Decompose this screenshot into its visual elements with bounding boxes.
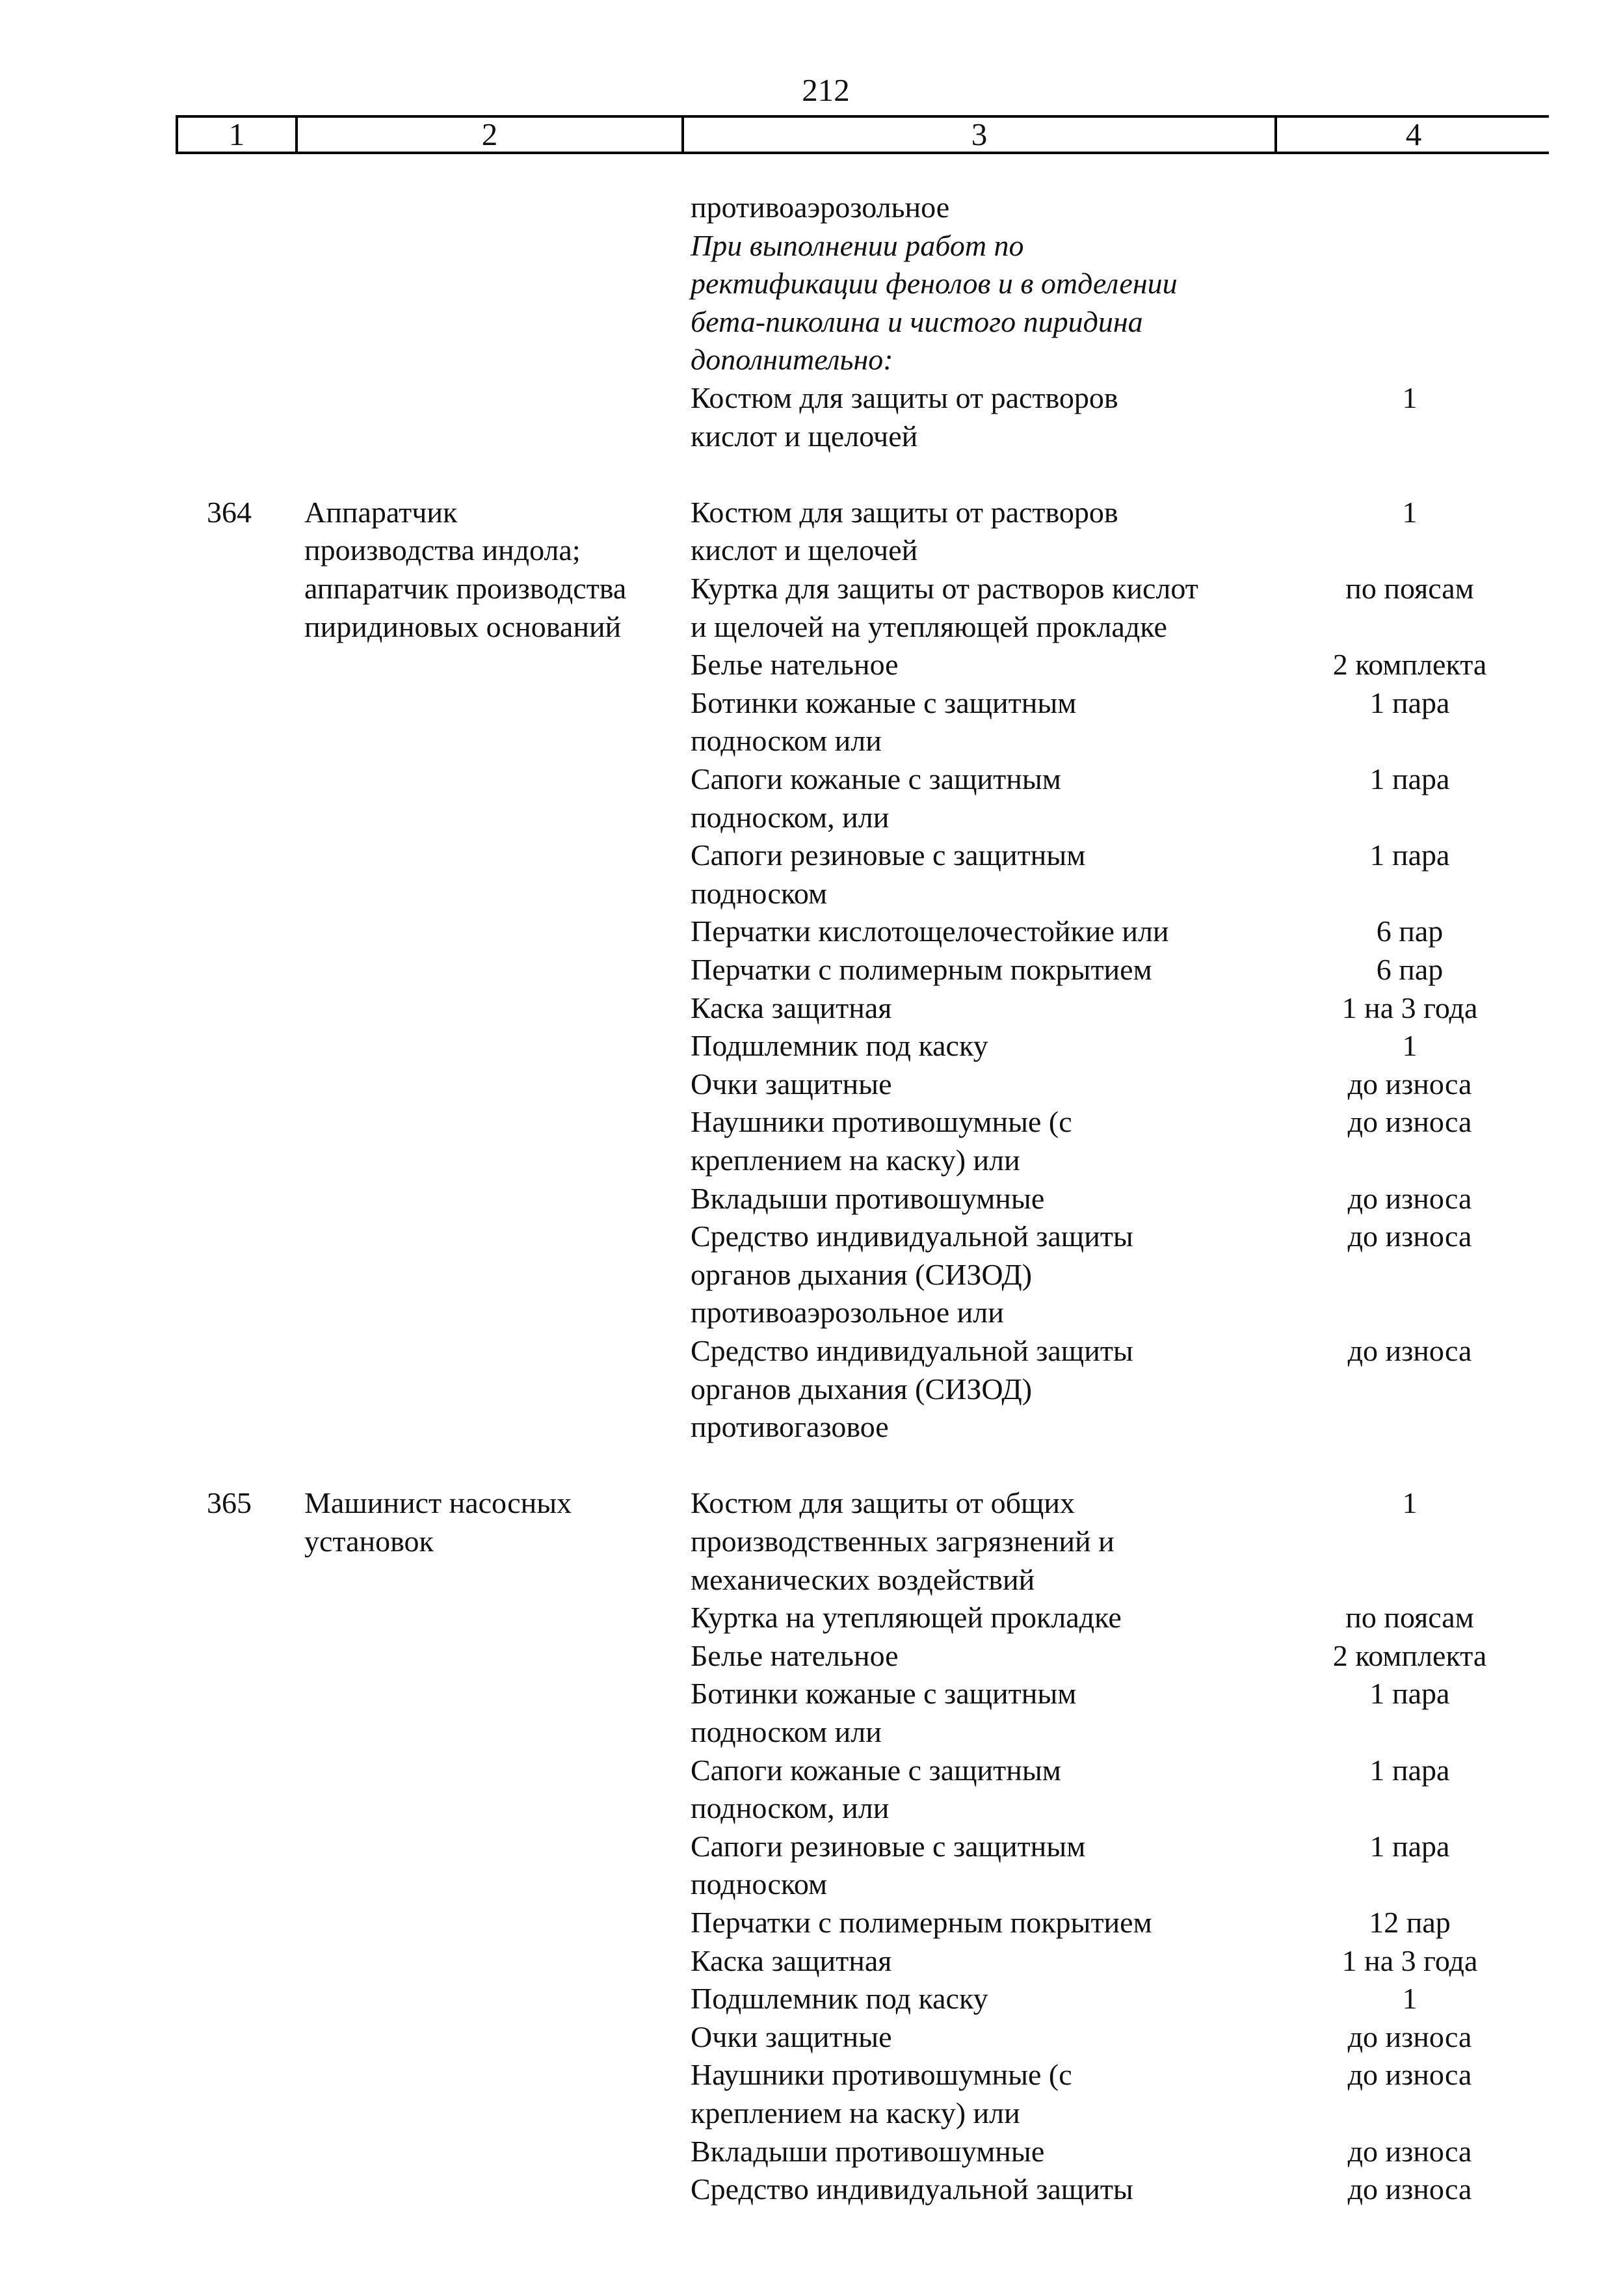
item-name-line: креплением на каску) или [691,1143,1020,1177]
item-name-line: подноском [691,1867,828,1901]
column-header-1: 1 [228,116,245,152]
item-name-line: Подшлемник под каску [691,1029,988,1063]
item-name-line: Ботинки кожаные с защитным [691,1677,1077,1711]
item-quantity: до износа [1347,2058,1472,2092]
item-name-line: Очки защитные [691,2020,892,2053]
item-quantity: до износа [1347,1181,1472,1215]
item-quantity: до износа [1347,2134,1472,2168]
column-header-2: 2 [481,116,498,152]
item-quantity: до износа [1347,2172,1472,2206]
item-name-line: Костюм для защиты от растворов [691,381,1118,414]
item-name-line: Каска защитная [691,991,892,1024]
item-name-line: противоаэрозольное [691,191,950,224]
entry-number: 364 [207,495,252,529]
item-quantity: 1 [1402,1486,1418,1520]
item-name-line: подноском, или [691,1791,890,1825]
item-name-line: Сапоги резиновые с защитным [691,838,1086,872]
page-number: 212 [802,72,850,108]
item-quantity: 2 комплекта [1332,648,1487,682]
item-quantity: 1 пара [1369,1753,1450,1787]
item-quantity: до износа [1347,1067,1472,1101]
item-quantity: 1 пара [1369,1829,1450,1863]
item-quantity: до износа [1347,1334,1472,1367]
item-name-line: и щелочей на утепляющей прокладке [691,609,1167,643]
item-name-line: Куртка на утепляющей прокладке [691,1601,1122,1635]
item-name-line: Наушники противошумные (с [691,2058,1072,2092]
profession-name-line: Машинист насосных [304,1486,572,1520]
item-name-line: Каска защитная [691,1943,892,1977]
item-name-line: Средство индивидуальной защиты [691,2172,1133,2206]
item-name-line: Подшлемник под каску [691,1982,988,2016]
item-name-line: органов дыхания (СИЗОД) [691,1257,1033,1291]
item-quantity: 1 [1402,381,1418,414]
item-quantity: 1 на 3 года [1341,991,1478,1024]
item-name-line: Перчатки с полимерным покрытием [691,953,1152,986]
column-header-4: 4 [1405,116,1422,152]
item-quantity: 1 пара [1369,762,1450,795]
item-name-line: Средство индивидуальной защиты [691,1220,1133,1253]
profession-name-line: производства индола; [304,533,581,567]
item-name-line: ректификации фенолов и в отделении [691,267,1178,300]
item-name-line: креплением на каску) или [691,2096,1020,2129]
item-name-line: подноском или [691,724,882,758]
item-name-line: кислот и щелочей [691,419,918,453]
item-name-line: подноском или [691,1715,882,1748]
item-name-line: подноском, или [691,800,890,834]
item-quantity: до износа [1347,1105,1472,1139]
item-quantity: по поясам [1345,1601,1474,1635]
item-name-line: Очки защитные [691,1067,892,1101]
item-name-line: кислот и щелочей [691,533,918,567]
item-quantity: 1 на 3 года [1341,1943,1478,1977]
item-name-line: Перчатки с полимерным покрытием [691,1906,1152,1939]
item-name-line: Белье нательное [691,1638,899,1672]
item-name-line: бета-пиколина и чистого пиридина [691,304,1143,338]
item-name-line: органов дыхания (СИЗОД) [691,1372,1033,1406]
item-quantity: 1 [1402,1029,1418,1063]
item-name-line: производственных загрязнений и [691,1525,1115,1558]
item-name-line: Сапоги резиновые с защитным [691,1829,1086,1863]
item-quantity: 12 пар [1369,1906,1451,1939]
item-quantity: 2 комплекта [1332,1638,1487,1672]
column-header-3: 3 [971,116,988,152]
item-name-line: Костюм для защиты от растворов [691,495,1118,529]
item-name-line: Костюм для защиты от общих [691,1486,1075,1520]
item-name-line: Сапоги кожаные с защитным [691,1753,1061,1787]
item-quantity: 6 пар [1376,953,1444,986]
column-header-row [176,115,1549,154]
item-quantity: до износа [1347,2020,1472,2053]
item-name-line: подноском [691,876,828,910]
item-name-line: Средство индивидуальной защиты [691,1334,1133,1367]
item-quantity: до износа [1347,1220,1472,1253]
item-name-line: Куртка для защиты от растворов кислот [691,572,1198,605]
item-quantity: по поясам [1345,572,1474,605]
item-quantity: 1 [1402,1982,1418,2016]
item-name-line: механических воздействий [691,1562,1035,1596]
item-name-line: Сапоги кожаные с защитным [691,762,1061,795]
item-name-line: Белье нательное [691,648,899,682]
item-name-line: Вкладыши противошумные [691,1181,1045,1215]
profession-name-line: установок [304,1525,434,1558]
entry-number: 365 [207,1486,252,1520]
item-name-line: Перчатки кислотощелочестойкие или [691,914,1169,948]
item-quantity: 1 [1402,495,1418,529]
item-name-line: При выполнении работ по [691,228,1024,262]
item-quantity: 1 пара [1369,686,1450,719]
item-name-line: Вкладыши противошумные [691,2134,1045,2168]
profession-name-line: пиридиновых оснований [304,609,622,643]
profession-name-line: Аппаратчик [304,495,458,529]
item-quantity: 1 пара [1369,1677,1450,1711]
item-name-line: дополнительно: [691,343,893,377]
item-name-line: противогазовое [691,1410,889,1444]
item-quantity: 1 пара [1369,838,1450,872]
item-name-line: Наушники противошумные (с [691,1105,1072,1139]
item-name-line: противоаэрозольное или [691,1296,1004,1329]
item-quantity: 6 пар [1376,914,1444,948]
profession-name-line: аппаратчик производства [304,572,627,605]
item-name-line: Ботинки кожаные с защитным [691,686,1077,719]
